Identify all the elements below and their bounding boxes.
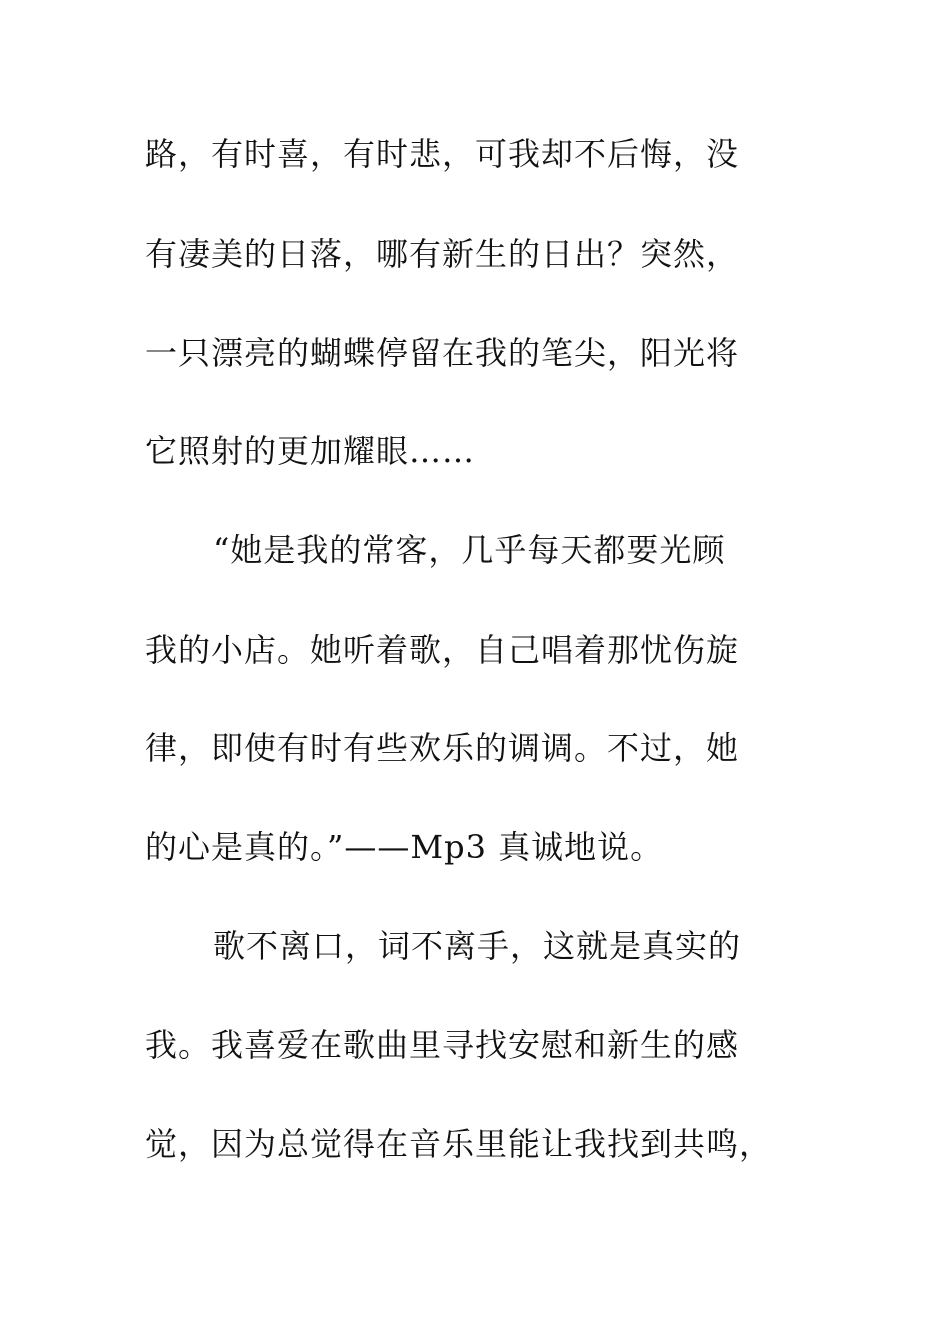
text-line: 觉，因为总觉得在音乐里能让我找到共鸣， bbox=[145, 1125, 773, 1163]
paragraph-start-line: “她是我的常客，几乎每天都要光顾 bbox=[213, 531, 726, 569]
text-line: 律，即使有时有些欢乐的调调。不过，她 bbox=[145, 729, 740, 767]
text-line: 一只漂亮的蝴蝶停留在我的笔尖，阳光将 bbox=[145, 334, 740, 372]
text-line: 我的小店。她听着歌，自己唱着那忧伤旋 bbox=[145, 631, 740, 669]
paragraph-start-line: 歌不离口，词不离手，这就是真实的 bbox=[213, 927, 742, 965]
text-line: 有凄美的日落，哪有新生的日出？突然， bbox=[145, 235, 740, 273]
text-line: 我。我喜爱在歌曲里寻找安慰和新生的感 bbox=[145, 1026, 740, 1064]
text-line: 的心是真的。”——Mp3 真诚地说。 bbox=[145, 828, 664, 866]
text-line: 它照射的更加耀眼…… bbox=[145, 432, 476, 470]
text-line: 路，有时喜，有时悲，可我却不后悔，没 bbox=[145, 135, 740, 173]
